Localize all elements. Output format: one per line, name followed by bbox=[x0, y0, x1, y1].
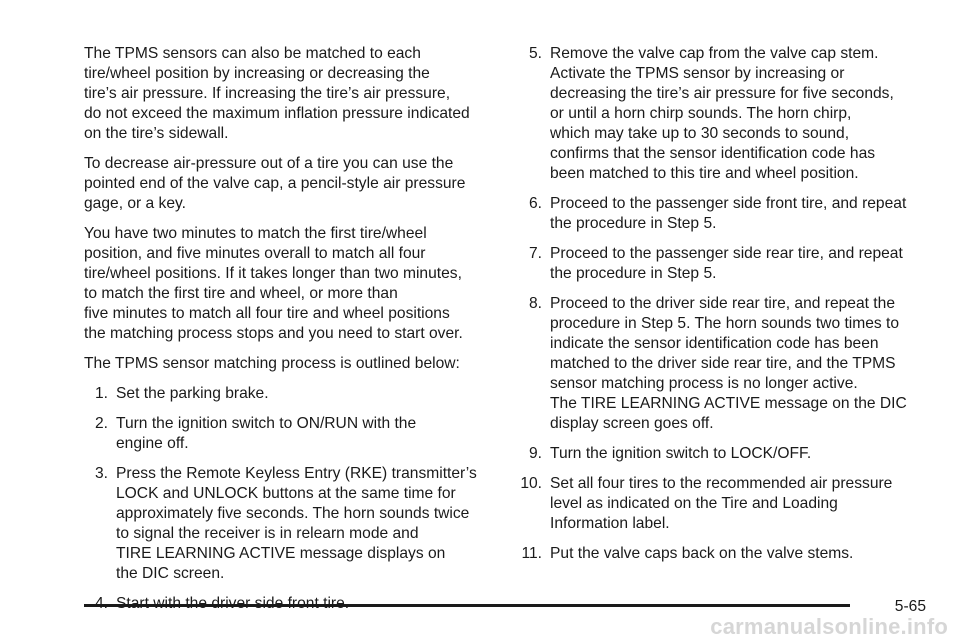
step-number: 5. bbox=[528, 45, 542, 62]
paragraph-matching-intro: The TPMS sensors can also be matched to each tire/wheel position by increasing or decreasing the tire’s air pressure. If increasing the tire’s air pressure, do not exceed the maximum inflation pressure indicated on the tire’s sidewall. bbox=[84, 45, 470, 142]
step-number: 6. bbox=[528, 195, 542, 212]
steps-list-right bbox=[508, 44, 932, 564]
step-text: Remove the valve cap from the valve cap stem. Activate the TPMS sensor by increasing or decreasing the tire’s air pressure for five seconds, or until a horn chirp sounds. The horn chirp, which may take up to 30 seconds to sound, confirms that the sensor identification code has been matched to this tire and wheel position. bbox=[550, 45, 894, 182]
step-text: Proceed to the driver side rear tire, and repeat the procedure in Step 5. The horn sounds two times to indicate the sensor identification code has been matched to the driver side rear tire, and the TPMS sensor matching process is no longer active. The TIRE LEARNING ACTIVE message on the DIC display screen goes off. bbox=[550, 295, 907, 432]
list-item bbox=[508, 194, 932, 234]
list-item bbox=[84, 414, 496, 454]
step-text: Put the valve caps back on the valve stems. bbox=[550, 545, 854, 562]
left-column bbox=[84, 44, 496, 624]
list-item bbox=[508, 444, 932, 464]
list-item bbox=[508, 244, 932, 284]
step-text: Set the parking brake. bbox=[116, 385, 269, 402]
list-item bbox=[508, 294, 932, 434]
step-text: Press the Remote Keyless Entry (RKE) transmitter’s LOCK and UNLOCK buttons at the same time for approximately five seconds. The horn sounds twice to signal the receiver is in relearn mode and TIRE LEARNING ACTIVE message displays on the DIC screen. bbox=[116, 465, 477, 582]
page-number: 5-65 bbox=[894, 598, 926, 615]
step-text: Proceed to the passenger side rear tire, and repeat the procedure in Step 5. bbox=[550, 245, 903, 282]
list-item bbox=[508, 44, 932, 184]
list-item bbox=[508, 544, 932, 564]
paragraph-process-outline: The TPMS sensor matching process is outlined below: bbox=[84, 355, 460, 372]
step-text: Turn the ignition switch to ON/RUN with the engine off. bbox=[116, 415, 417, 452]
step-number: 7. bbox=[528, 245, 542, 262]
list-item bbox=[508, 474, 932, 534]
step-number: 2. bbox=[94, 415, 108, 432]
step-number: 11. bbox=[521, 545, 542, 562]
step-number: 1. bbox=[94, 385, 108, 402]
step-number: 9. bbox=[528, 445, 542, 462]
paragraph-time-limits: You have two minutes to match the first tire/wheel position, and five minutes overall to match all four tire/wheel positions. If it takes longer than two minutes, to match the first tire and wheel, or more than five minutes to match all four tire and wheel positions the matching process stops and you need to start over. bbox=[84, 225, 463, 342]
footer-rule bbox=[84, 604, 850, 607]
step-text: Set all four tires to the recommended air pressure level as indicated on the Tire and Loading Information label. bbox=[550, 475, 893, 532]
step-number: 8. bbox=[528, 295, 542, 312]
steps-list-left bbox=[84, 384, 496, 614]
right-column bbox=[508, 44, 932, 574]
list-item bbox=[84, 384, 496, 404]
list-item bbox=[84, 464, 496, 584]
step-number: 3. bbox=[94, 465, 108, 482]
watermark: carmanualsonline.info bbox=[710, 614, 948, 639]
step-number: 10. bbox=[520, 475, 542, 492]
step-text: Turn the ignition switch to LOCK/OFF. bbox=[550, 445, 812, 462]
paragraph-decrease-pressure: To decrease air-pressure out of a tire you can use the pointed end of the valve cap, a pencil-style air pressure gage, or a key. bbox=[84, 155, 466, 212]
step-text: Proceed to the passenger side front tire, and repeat the procedure in Step 5. bbox=[550, 195, 907, 232]
